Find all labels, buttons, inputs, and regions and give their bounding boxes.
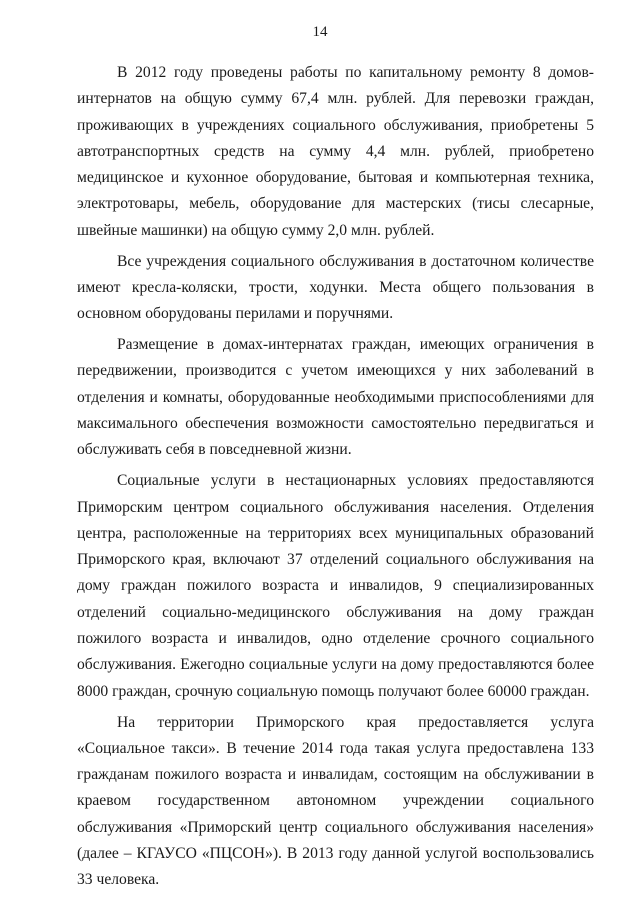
paragraph-nonstationary-services: Социальные услуги в нестационарных условиях предоставляются Приморским центром социального обслуживания населения. Отделения центра, расположенные на территориях всех муниципальных образований Приморского края, включают 37 отделений социального обслуживания на дому граждан пожилого возраста и инвалидов, 9 специализированных отделений социально-медицинского обслуживания на дому граждан пожилого возраста и инвалидов, одно отделение срочного социального обслуживания. Ежегодно социальные услуги на дому предоставляются более 8000 граждан, срочную социальную помощь получают более 60000 граждан. <box>77 472 594 700</box>
page-number: 14 <box>312 24 328 40</box>
paragraph-placement: Размещение в домах-интернатах граждан, имеющих ограничения в передвижении, производится с учетом имеющихся у них заболеваний в отделения и комнаты, оборудованные необходимыми приспособлениями для максимального обеспечения возможности самостоятельно передвигаться и обслуживать себя в повседневной жизни. <box>77 336 594 459</box>
paragraph-mobility-aids: Все учреждения социального обслуживания в достаточном количестве имеют кресла-коляски, трости, ходунки. Места общего пользования в основном оборудованы перилами и поручнями. <box>77 252 594 323</box>
paragraph-social-taxi: На территории Приморского края предоставляется услуга «Социальное такси». В течение 2014 года такая услуга предоставлена 133 гражданам пожилого возраста и инвалидам, состоящим на обслуживании в краевом государственном автономном учреждении социального обслуживания «Приморский центр социального обслуживания населения» (далее – КГАУСО «ПЦСОН»). В 2013 году данной услугой воспользовались 33 человека. <box>77 713 594 889</box>
paragraph-capital-repair: В 2012 году проведены работы по капитальному ремонту 8 домов-интернатов на общую сумму 67,4 млн. рублей. Для перевозки граждан, проживающих в учреждениях социального обслуживания, приобретены 5 автотранспортных средств на сумму 4,4 млн. рублей, приобретено медицинское и кухонное оборудование, бытовая и компьютерная техника, электротовары, мебель, оборудование для мастерских (тисы слесарные, швейные машинки) на общую сумму 2,0 млн. рублей. <box>77 64 594 239</box>
document-body <box>77 60 594 898</box>
